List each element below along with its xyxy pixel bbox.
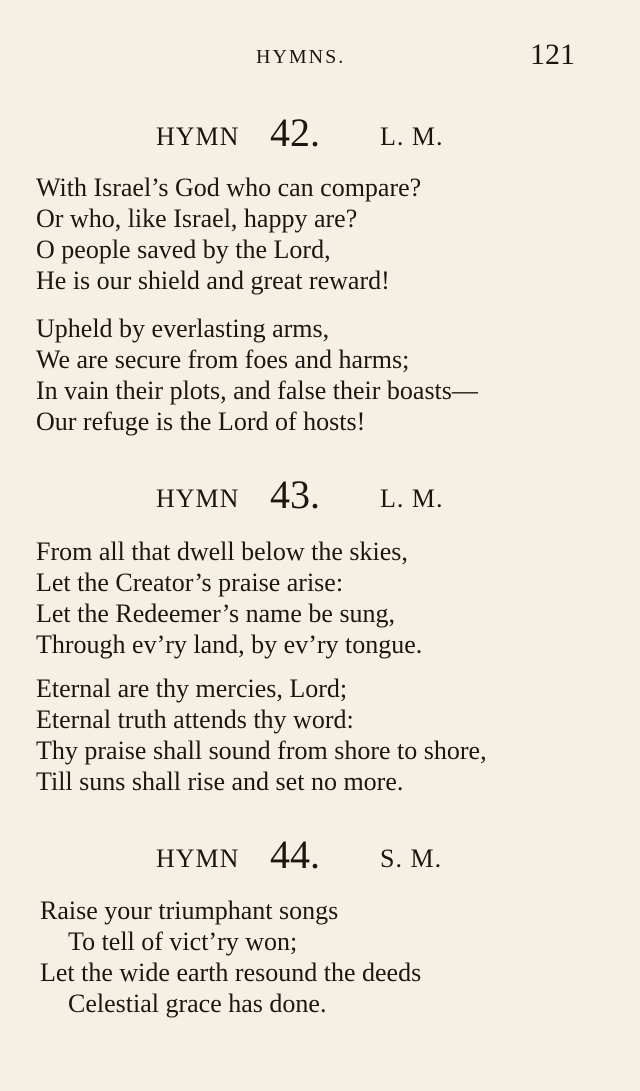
verse-line: Celestial grace has done. (68, 989, 327, 1018)
stanza (36, 313, 626, 437)
verse-line: Eternal truth attends thy word: (36, 705, 354, 734)
verse-line: Till suns shall rise and set no more. (36, 767, 404, 796)
verse-line: Let the Redeemer’s name be sung, (36, 599, 396, 628)
stanza (36, 536, 626, 660)
verse-line: Raise your triumphant songs (40, 896, 339, 925)
hymn-meter: S. M. (380, 844, 443, 873)
verse-line: We are secure from foes and harms; (36, 345, 410, 374)
verse-line: Let the wide earth resound the deeds (40, 958, 422, 987)
hymn-label: HYMN (156, 484, 240, 513)
verse-line: Or who, like Israel, happy are? (36, 204, 358, 233)
verse-line: O people saved by the Lord, (36, 235, 331, 264)
hymn-heading-42 (0, 108, 640, 158)
verse-line: Thy praise shall sound from shore to shore, (36, 736, 487, 765)
page-number: 121 (530, 38, 575, 71)
verse-line: He is our shield and great reward! (36, 266, 390, 295)
verse-line: Our refuge is the Lord of hosts! (36, 407, 366, 436)
verse-line: In vain their plots, and false their boasts— (36, 376, 478, 405)
hymn-meter: L. M. (380, 484, 444, 513)
verse-line: Through ev’ry land, by ev’ry tongue. (36, 630, 423, 659)
hymn-label: HYMN (156, 844, 240, 873)
verse-line: Eternal are thy mercies, Lord; (36, 674, 348, 703)
hymn-meter: L. M. (380, 122, 444, 151)
hymn-label: HYMN (156, 122, 240, 151)
stanza (36, 895, 626, 1019)
verse-line: To tell of vict’ry won; (68, 927, 298, 956)
hymn-number: 44. (270, 832, 320, 877)
verse-line: Let the Creator’s praise arise: (36, 568, 344, 597)
running-head (0, 38, 640, 78)
stanza (36, 673, 626, 797)
hymn-number: 43. (270, 472, 320, 517)
verse-line: From all that dwell below the skies, (36, 537, 408, 566)
running-title: HYMNS. (256, 46, 346, 68)
hymn-heading-43 (0, 470, 640, 520)
stanza (36, 172, 626, 296)
verse-line: With Israel’s God who can compare? (36, 173, 422, 202)
hymn-heading-44 (0, 830, 640, 880)
verse-line: Upheld by everlasting arms, (36, 314, 330, 343)
hymn-number: 42. (270, 110, 320, 155)
